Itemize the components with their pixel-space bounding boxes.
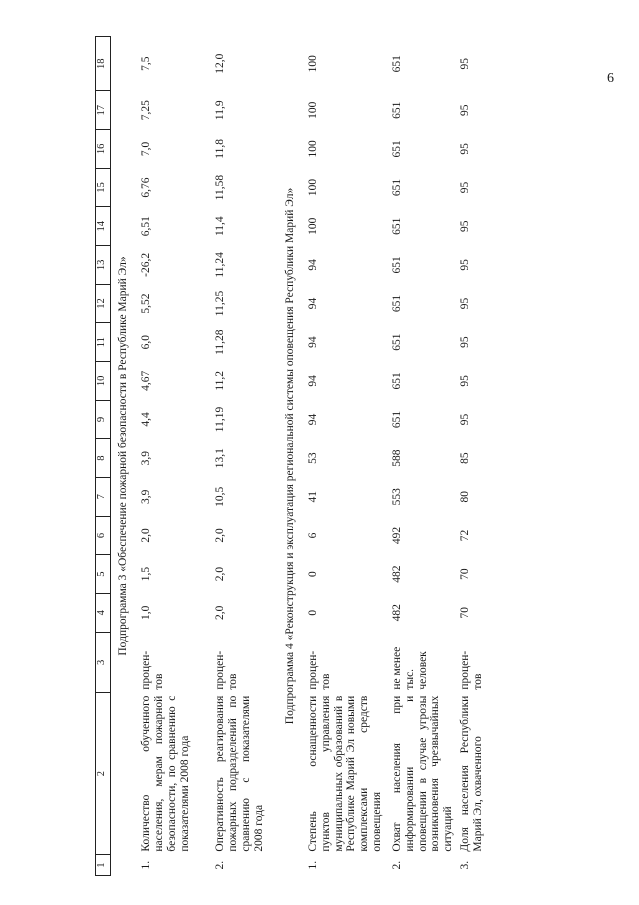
value-cell: 94	[306, 375, 319, 387]
value-cell: 6	[306, 532, 319, 539]
value-cell: 95	[459, 143, 472, 155]
value-cell: 95	[459, 181, 472, 194]
column-number-row	[96, 37, 111, 876]
value-cell: 11,8	[213, 139, 226, 159]
table-row	[212, 37, 278, 876]
column-number: 14	[96, 207, 111, 246]
column-number: 9	[96, 400, 111, 439]
value-cell: 70	[459, 568, 472, 580]
value-cell: 11,28	[213, 329, 226, 355]
table-row	[305, 37, 389, 876]
value-cell: 4,4	[139, 412, 152, 427]
value-cell: 3,9	[139, 450, 152, 466]
column-number: 15	[96, 168, 111, 207]
column-number: 16	[96, 130, 111, 169]
value-cell: 482	[390, 604, 403, 622]
column-number: 6	[96, 516, 111, 555]
unit: процен-тов	[459, 650, 484, 690]
value-cell: 70	[459, 607, 472, 619]
value-cell: 651	[390, 256, 403, 274]
column-number: 10	[96, 361, 111, 400]
value-cell: 95	[459, 413, 472, 426]
value-cell: 95	[459, 375, 472, 387]
value-cell: 53	[306, 452, 319, 464]
value-cell: 2,0	[213, 605, 226, 620]
table-row	[138, 37, 212, 876]
indicators-table	[95, 36, 533, 876]
column-number: 18	[96, 37, 111, 91]
value-cell: 651	[390, 410, 403, 429]
value-cell: 651	[390, 140, 403, 158]
indicator-name: Охват населения при информировании и оповещении в случае угрозы возникновения чрезвычайных ситуаций	[390, 695, 455, 852]
column-number: 8	[96, 439, 111, 478]
table-row	[389, 37, 457, 876]
unit: процен-тов	[213, 650, 239, 690]
value-cell: 95	[459, 336, 472, 348]
value-cell: 5,52	[139, 293, 152, 314]
value-cell: 0	[306, 571, 319, 577]
unit: процен-тов	[139, 650, 165, 690]
value-cell: 651	[390, 101, 403, 119]
value-cell: 100	[306, 140, 319, 158]
value-cell: -26,2	[139, 252, 152, 277]
value-cell: 100	[306, 55, 319, 73]
value-cell: 11,24	[213, 252, 226, 278]
value-cell: 1,5	[139, 566, 152, 582]
section-title: Подпрограмма 4 «Реконструкция и эксплуатация региональной системы оповещения Республики Марий Эл»	[283, 187, 296, 725]
row-number: 2.	[390, 860, 403, 870]
row-number: 1.	[139, 860, 152, 870]
value-cell: 41	[306, 491, 319, 503]
indicator-name: Количество обученного населения, мерам пожарной безопасности, по сравнению с показателями 2008 года	[139, 695, 191, 852]
value-cell: 651	[390, 178, 403, 197]
value-cell: 4,67	[139, 370, 152, 391]
rotated-table-page	[95, 36, 590, 876]
unit: процен-тов	[306, 650, 332, 690]
value-cell: 13,1	[213, 448, 226, 469]
value-cell: 72	[459, 529, 472, 542]
column-number: 5	[96, 555, 111, 594]
value-cell: 94	[306, 259, 319, 271]
column-number: 7	[96, 477, 111, 516]
column-number: 11	[96, 323, 111, 362]
column-number: 4	[96, 593, 111, 632]
value-cell: 94	[306, 297, 319, 310]
indicator-name: Оперативность реагирования пожарных подразделений по сравнению с показателями 2008 года	[213, 695, 265, 852]
value-cell: 95	[459, 104, 472, 116]
value-cell: 651	[390, 55, 403, 73]
column-number: 2	[96, 693, 111, 855]
value-cell: 12,0	[213, 53, 226, 74]
value-cell: 492	[390, 526, 403, 545]
value-cell: 6,0	[139, 334, 152, 350]
value-cell: 3,9	[139, 489, 152, 504]
row-number: 3.	[459, 860, 472, 870]
value-cell: 651	[390, 217, 403, 235]
value-cell: 100	[306, 101, 319, 119]
value-cell: 11,9	[213, 100, 226, 121]
value-cell: 95	[459, 57, 472, 70]
value-cell: 85	[459, 452, 472, 464]
value-cell: 95	[459, 297, 472, 310]
section-title: Подпрограмма 3 «Обеспечение пожарной безопасности в Республике Марий Эл»	[117, 256, 129, 656]
value-cell: 95	[459, 259, 472, 271]
section-title-row	[278, 37, 305, 876]
indicator-name: Доля населения Республики Марий Эл, охваченного	[459, 695, 484, 852]
indicator-name: Степень оснащенности пунктов управления муниципальных образований в Республике Марий Эл новыми комплексами средств оповещения	[306, 695, 384, 852]
value-cell: 2,0	[213, 566, 226, 582]
column-number: 12	[96, 284, 111, 323]
value-cell: 100	[306, 178, 319, 197]
value-cell: 6,51	[139, 216, 152, 237]
value-cell: 1,0	[139, 605, 152, 620]
value-cell: 482	[390, 565, 403, 583]
value-cell: 94	[306, 413, 319, 426]
value-cell: 2,0	[213, 528, 226, 543]
value-cell: 80	[459, 491, 472, 503]
value-cell: 6,76	[139, 177, 152, 198]
column-number: 13	[96, 246, 111, 285]
unit: не менее тыс. человек	[390, 646, 429, 690]
column-number: 3	[96, 632, 111, 693]
table-row	[457, 37, 533, 876]
value-cell: 100	[306, 217, 319, 235]
section-title-row	[111, 37, 138, 876]
value-cell: 95	[459, 220, 472, 232]
value-cell: 11,25	[213, 290, 226, 317]
value-cell: 11,4	[213, 216, 226, 237]
page-number: 6	[607, 71, 614, 86]
value-cell: 651	[390, 333, 403, 351]
value-cell: 11,19	[213, 406, 226, 433]
value-cell: 588	[390, 449, 403, 467]
value-cell: 11,2	[213, 370, 226, 391]
value-cell: 553	[390, 488, 403, 506]
value-cell: 2,0	[139, 528, 152, 543]
value-cell: 0	[306, 609, 319, 616]
value-cell: 651	[390, 294, 403, 313]
value-cell: 11,58	[213, 174, 226, 201]
row-number: 2.	[213, 860, 226, 870]
value-cell: 94	[306, 336, 319, 348]
row-number: 1.	[306, 860, 319, 870]
value-cell: 7,5	[139, 56, 152, 71]
value-cell: 7,25	[139, 100, 152, 121]
value-cell: 10,5	[213, 486, 226, 507]
column-number: 17	[96, 91, 111, 130]
value-cell: 651	[390, 372, 403, 390]
value-cell: 7,0	[139, 141, 152, 157]
column-number: 1	[96, 855, 111, 876]
